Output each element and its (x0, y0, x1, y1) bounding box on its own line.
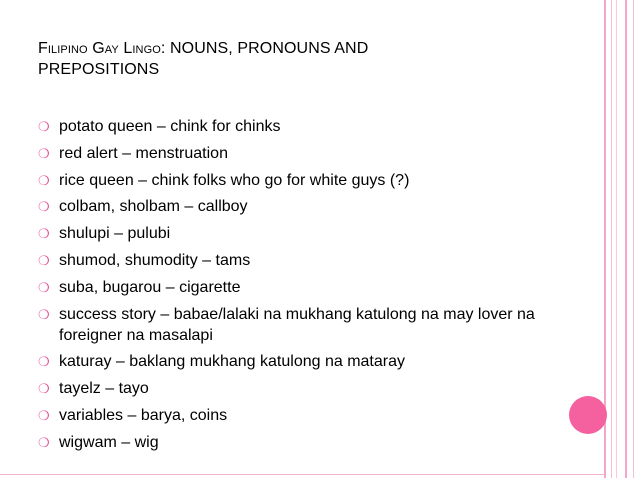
list-item (38, 116, 598, 137)
list-item-text: rice queen – chink folks who go for white guys (?) (59, 171, 410, 189)
list-item-text: suba, bugarou – cigarette (59, 278, 241, 296)
list-item-text: success story – babae/lalaki na mukhang katulong na may lover na foreigner na masalapi (59, 305, 535, 344)
list-item-text: katuray – baklang mukhang katulong na mataray (59, 353, 405, 371)
list-item (38, 405, 598, 426)
list-item (38, 351, 598, 372)
hollow-circle-bullet-icon: ❍ (38, 172, 50, 188)
bottom-line (0, 474, 604, 475)
list-item-text: wigwam – wig (59, 433, 159, 451)
list-item (38, 143, 598, 164)
edge-line (625, 0, 627, 478)
hollow-circle-bullet-icon: ❍ (38, 407, 50, 423)
hollow-circle-bullet-icon: ❍ (38, 252, 50, 268)
list-item (38, 304, 598, 346)
edge-line (616, 0, 617, 478)
list-item-text: shulupi – pulubi (59, 225, 171, 243)
title-line2: PREPOSITIONS (38, 61, 160, 78)
hollow-circle-bullet-icon: ❍ (38, 434, 50, 450)
list-item (38, 196, 598, 217)
hollow-circle-bullet-icon: ❍ (38, 279, 50, 295)
list-item (38, 277, 598, 298)
title-rest: : NOUNS, PRONOUNS AND (160, 40, 369, 57)
hollow-circle-bullet-icon: ❍ (38, 306, 50, 322)
hollow-circle-bullet-icon: ❍ (38, 145, 50, 161)
list-item-text: tayelz – tayo (59, 380, 149, 398)
edge-line (611, 0, 612, 478)
list-item-text: variables – barya, coins (59, 406, 228, 424)
title-smallcaps: Filipino Gay Lingo (38, 40, 161, 57)
slide-title (38, 38, 558, 80)
hollow-circle-bullet-icon: ❍ (38, 354, 50, 370)
list-item-text: potato queen – chink for chinks (59, 118, 281, 135)
hollow-circle-bullet-icon: ❍ (38, 226, 50, 242)
list-item (38, 432, 598, 453)
bullet-list (38, 116, 598, 459)
hollow-circle-bullet-icon: ❍ (38, 199, 50, 215)
hollow-circle-bullet-icon: ❍ (38, 119, 50, 134)
list-item-text: colbam, sholbam – callboy (59, 198, 248, 216)
list-item (38, 170, 598, 191)
hollow-circle-bullet-icon: ❍ (38, 381, 50, 397)
list-item (38, 223, 598, 244)
list-item-text: shumod, shumodity – tams (59, 251, 251, 269)
list-item (38, 250, 598, 271)
edge-line (633, 0, 634, 478)
list-item-text: red alert – menstruation (59, 144, 228, 162)
list-item (38, 378, 598, 399)
